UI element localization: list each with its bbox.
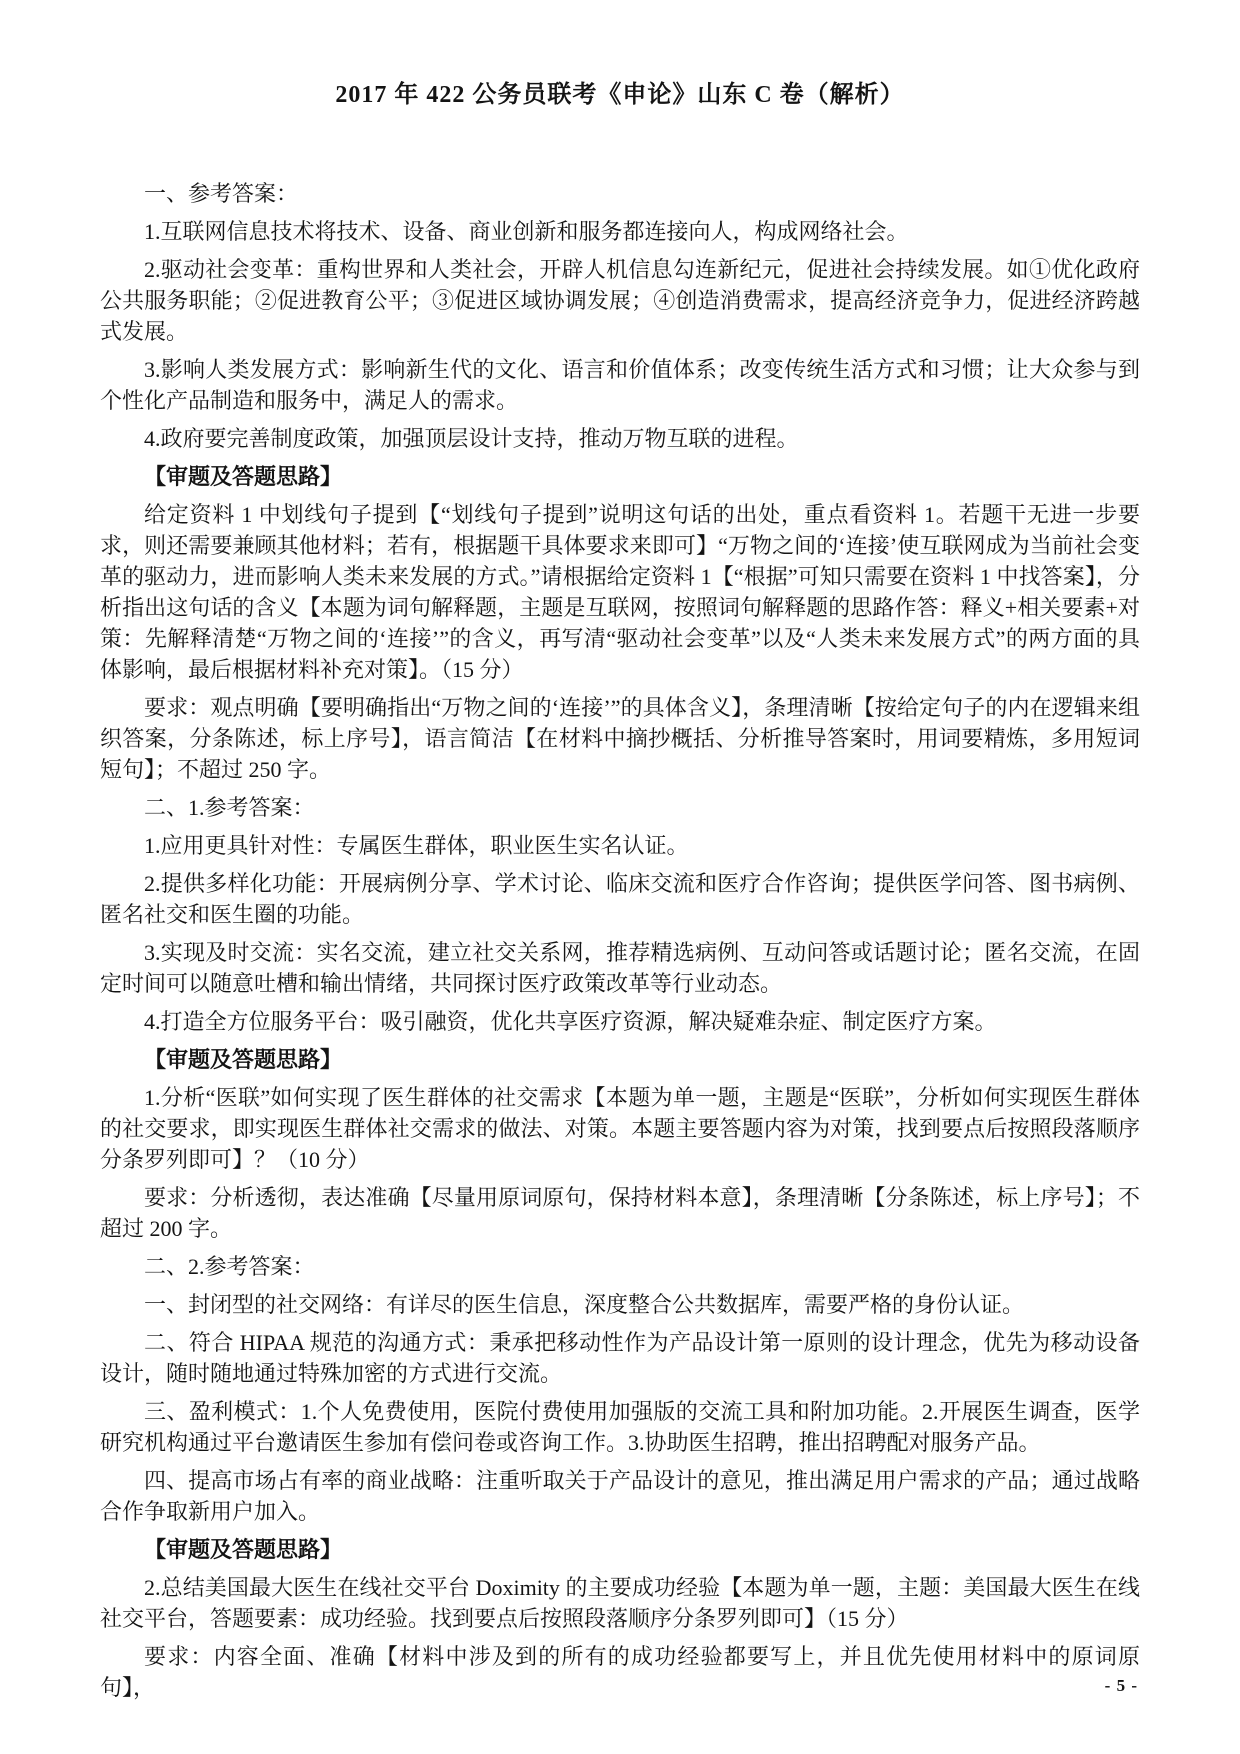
section-2-q1-answer-label: 二、1.参考答案： bbox=[144, 795, 315, 820]
analysis-heading-1: 【审题及答题思路】 bbox=[144, 464, 343, 489]
analysis-text-1: 给定资料 1 中划线句子提到【“划线句子提到”说明这句话的出处，重点看资料 1。若题干无进一步要求，则还需要兼顾其他材料；若有，根据题干具体要求来即可】“万物之间的‘连接’使互联网成为当前社会变革的驱动力，进而影响人类未来发展的方式。”请根据给定资料 1【“根据”可知只需要在资料 1 中找答案】，分析指出这句话的含义【本题为词句解释题，主题是互联网，按照词句解释题的思路作答：释义+相关要素+对策：先解释清楚“万物之间的‘连接’”的含义，再写清“驱动社会变革”以及“人类未来发展方式”的两方面的具体影响，最后根据材料补充对策】。（15 分） bbox=[100, 502, 1140, 682]
document-title: 2017 年 422 公务员联考《申论》山东 C 卷（解析） bbox=[335, 82, 905, 108]
section-2-q2-answer-label: 二、2.参考答案： bbox=[144, 1254, 315, 1279]
analysis-heading-3: 【审题及答题思路】 bbox=[144, 1537, 343, 1562]
answer-point-8: 4.打造全方位服务平台：吸引融资，优化共享医疗资源，解决疑难杂症、制定医疗方案。 bbox=[144, 1009, 997, 1034]
answer-point-10: 二、符合 HIPAA 规范的沟通方式：秉承把移动性作为产品设计第一原则的设计理念，优先为移动设备设计，随时随地通过特殊加密的方式进行交流。 bbox=[100, 1330, 1140, 1386]
answer-point-6: 2.提供多样化功能：开展病例分享、学术讨论、临床交流和医疗合作咨询；提供医学问答、图书病例、匿名社交和医生圈的功能。 bbox=[100, 871, 1140, 927]
answer-point-1: 1.互联网信息技术将技术、设备、商业创新和服务都连接向人，构成网络社会。 bbox=[144, 219, 909, 244]
analysis-heading-2: 【审题及答题思路】 bbox=[144, 1047, 343, 1072]
answer-point-4: 4.政府要完善制度政策，加强顶层设计支持，推动万物互联的进程。 bbox=[144, 426, 799, 451]
analysis-text-3: 2.总结美国最大医生在线社交平台 Doximity 的主要成功经验【本题为单一题，主题：美国最大医生在线社交平台，答题要素：成功经验。找到要点后按照段落顺序分条罗列即可】（15 分） bbox=[100, 1575, 1140, 1631]
requirements-text-3: 要求：内容全面、准确【材料中涉及到的所有的成功经验都要写上，并且优先使用材料中的原词原句】， bbox=[100, 1644, 1140, 1700]
requirements-text-2: 要求：分析透彻，表达准确【尽量用原词原句，保持材料本意】，条理清晰【分条陈述，标上序号】；不超过 200 字。 bbox=[100, 1185, 1140, 1241]
answer-point-5: 1.应用更具针对性：专属医生群体，职业医生实名认证。 bbox=[144, 833, 689, 858]
analysis-text-2: 1.分析“医联”如何实现了医生群体的社交需求【本题为单一题，主题是“医联”，分析如何实现医生群体的社交要求，即实现医生群体社交需求的做法、对策。本题主要答题内容为对策，找到要点后按照段落顺序分条罗列即可】？（10 分） bbox=[100, 1085, 1140, 1172]
page-number: - 5 - bbox=[1104, 1676, 1138, 1695]
answer-point-3: 3.影响人类发展方式：影响新生代的文化、语言和价值体系；改变传统生活方式和习惯；让大众参与到个性化产品制造和服务中，满足人的需求。 bbox=[100, 357, 1140, 413]
document-body bbox=[100, 178, 1140, 1703]
answer-point-7: 3.实现及时交流：实名交流，建立社交关系网，推荐精选病例、互动问答或话题讨论；匿名交流，在固定时间可以随意吐槽和输出情绪，共同探讨医疗政策改革等行业动态。 bbox=[100, 940, 1140, 996]
answer-point-9: 一、封闭型的社交网络：有详尽的医生信息，深度整合公共数据库，需要严格的身份认证。 bbox=[144, 1292, 1025, 1317]
answer-point-2: 2.驱动社会变革：重构世界和人类社会，开辟人机信息勾连新纪元，促进社会持续发展。如①优化政府公共服务职能；②促进教育公平；③促进区域协调发展；④创造消费需求，提高经济竞争力，促进经济跨越式发展。 bbox=[100, 257, 1140, 344]
answer-point-11: 三、盈利模式：1.个人免费使用，医院付费使用加强版的交流工具和附加功能。2.开展医生调查，医学研究机构通过平台邀请医生参加有偿问卷或咨询工作。3.协助医生招聘，推出招聘配对服务产品。 bbox=[100, 1399, 1140, 1455]
section-1-answer-label: 一、参考答案： bbox=[144, 181, 299, 206]
requirements-text-1: 要求：观点明确【要明确指出“万物之间的‘连接’”的具体含义】，条理清晰【按给定句子的内在逻辑来组织答案，分条陈述，标上序号】，语言简洁【在材料中摘抄概括、分析推导答案时，用词要精炼，多用短词短句】；不超过 250 字。 bbox=[100, 695, 1140, 782]
answer-point-12: 四、提高市场占有率的商业战略：注重听取关于产品设计的意见，推出满足用户需求的产品；通过战略合作争取新用户加入。 bbox=[100, 1468, 1140, 1524]
